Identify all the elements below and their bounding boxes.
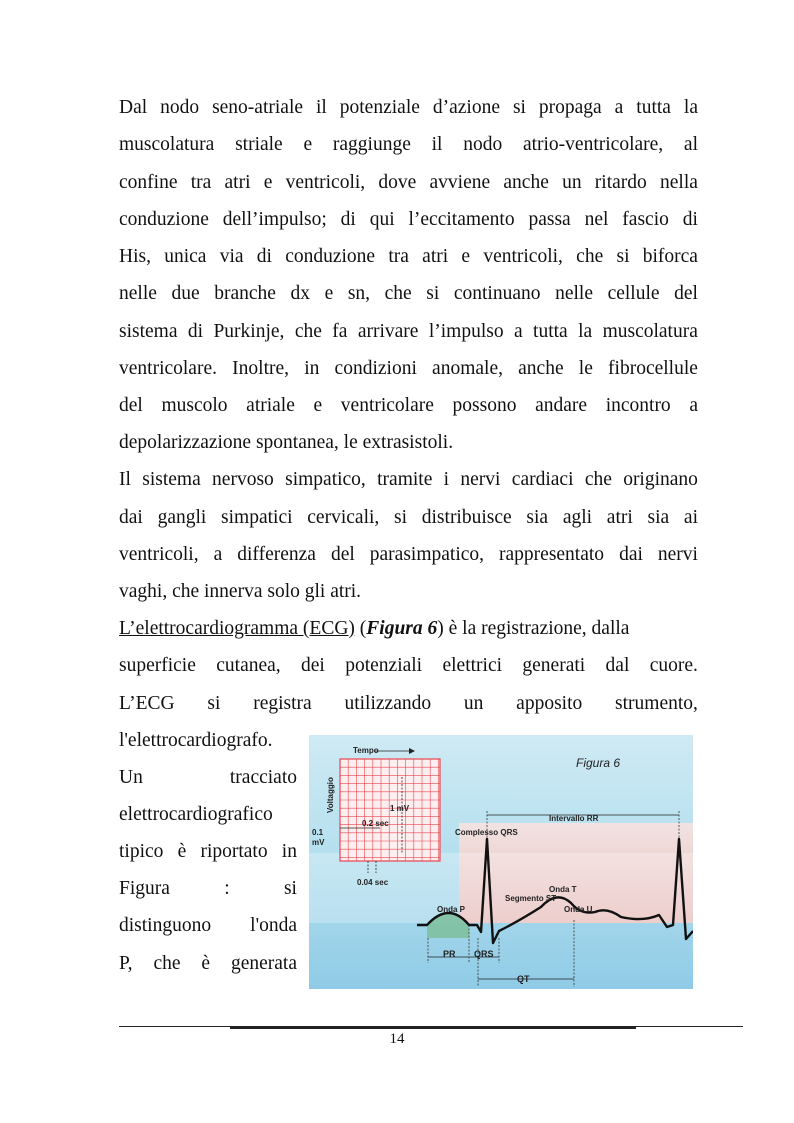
- text-line: [119, 766, 297, 790]
- word: del: [119, 395, 143, 416]
- ecg-diagram: [309, 735, 693, 989]
- word: anche: [518, 358, 564, 379]
- word: nelle: [119, 283, 157, 304]
- word: le: [578, 358, 593, 379]
- intervallo-rr-label: Intervallo RR: [549, 814, 599, 823]
- word: sia: [526, 507, 549, 528]
- text-line: [119, 914, 297, 938]
- word: anomale,: [432, 358, 503, 379]
- figure-caption: Figura 6: [576, 756, 621, 770]
- point-one-label: 0.1: [312, 828, 324, 837]
- word: a: [614, 97, 624, 118]
- word: Un: [119, 767, 143, 788]
- word: tra: [388, 246, 409, 267]
- text-line: l'elettrocardiografo.: [119, 730, 273, 751]
- text-line: [119, 617, 698, 641]
- word: conduzione: [285, 246, 376, 267]
- word: atri: [606, 507, 633, 528]
- word: muscolatura: [119, 134, 215, 155]
- word: continuano: [453, 283, 541, 304]
- text-line: [119, 96, 698, 120]
- word: dai: [619, 544, 643, 565]
- word: di: [340, 209, 356, 230]
- word: possono: [452, 395, 517, 416]
- word: condizioni: [334, 358, 417, 379]
- segmento-st-label: Segmento ST: [505, 894, 557, 903]
- text-line: [119, 208, 698, 232]
- word: arrivare: [357, 321, 419, 342]
- word: simpatici: [221, 507, 293, 528]
- word: a: [689, 395, 698, 416]
- text-line: [119, 692, 698, 716]
- text-line: [119, 543, 698, 567]
- word: dove: [378, 172, 417, 193]
- word: L’ECG: [119, 693, 175, 714]
- word: conduzione: [119, 209, 209, 230]
- word: atriale: [246, 395, 295, 416]
- word: tutta: [533, 321, 568, 342]
- word: dei: [301, 655, 325, 676]
- word: ventricolare.: [119, 358, 217, 379]
- word: fascio: [622, 209, 669, 230]
- figure-reference: Figura 6: [366, 618, 438, 639]
- word: andare: [535, 395, 588, 416]
- word: che: [384, 283, 412, 304]
- voltaggio-label: Voltaggio: [326, 777, 335, 813]
- word: cutanea,: [216, 655, 281, 676]
- word: ritardo: [594, 172, 647, 193]
- text-line: [119, 320, 698, 344]
- word: elettrocardiografico: [119, 804, 273, 825]
- word: ai: [683, 507, 698, 528]
- word: tipico: [119, 841, 164, 862]
- word: striale: [235, 134, 283, 155]
- text-line: [119, 952, 297, 976]
- word: riportato: [200, 841, 268, 862]
- qt-label: QT: [517, 974, 530, 984]
- word: elettrici: [442, 655, 503, 676]
- word: è: [201, 953, 211, 974]
- word: nervoso: [212, 469, 274, 490]
- word: e: [324, 283, 334, 304]
- word: unica: [164, 246, 207, 267]
- word: sistema: [142, 469, 201, 490]
- word: in: [304, 358, 320, 379]
- word: si: [512, 97, 526, 118]
- text-line: [119, 171, 698, 195]
- word: differenza: [237, 544, 316, 565]
- text-line: depolarizzazione spontanea, le extrasistoli.: [119, 432, 454, 453]
- word: sia: [647, 507, 670, 528]
- word: simpatico,: [285, 469, 366, 490]
- word: parasimpatico,: [369, 544, 485, 565]
- word: atri: [422, 246, 449, 267]
- text-line: vaghi, che innerva solo gli atri.: [119, 581, 362, 602]
- word: dai: [119, 507, 143, 528]
- word: e: [461, 246, 471, 267]
- text-line: [119, 654, 698, 678]
- word: nel: [584, 209, 609, 230]
- word: P,: [119, 953, 133, 974]
- word: di: [187, 321, 204, 342]
- word: e: [303, 134, 313, 155]
- onda-t-label: Onda T: [549, 885, 577, 894]
- word: si: [283, 878, 297, 899]
- word: ventricoli,: [285, 172, 366, 193]
- word: Figura: [119, 878, 170, 899]
- word: atrio-ventricolare,: [522, 134, 664, 155]
- word: l’impulso: [428, 321, 504, 342]
- one-mv-label: 1 mV: [390, 804, 410, 813]
- word: e: [313, 395, 323, 416]
- word: Purkinje,: [213, 321, 285, 342]
- word: muscolo: [161, 395, 228, 416]
- text-line: [119, 506, 698, 530]
- word: si: [394, 507, 408, 528]
- word: utilizzando: [344, 693, 432, 714]
- word: dal: [605, 655, 630, 676]
- text-line: [119, 245, 698, 269]
- word: strumento,: [615, 693, 698, 714]
- ecg-term: L’elettrocardiogramma (ECG): [119, 618, 355, 639]
- word: che: [294, 321, 322, 342]
- word: e: [263, 172, 273, 193]
- qrs-interval-label: QRS: [474, 949, 494, 959]
- word: ventricoli,: [483, 246, 563, 267]
- word: d’azione: [432, 97, 500, 118]
- word: del: [674, 283, 698, 304]
- word: tracciato: [229, 767, 297, 788]
- word: qui: [369, 209, 395, 230]
- point-two-sec-label: 0.2 sec: [362, 819, 389, 828]
- line-rest: ) è la registrazione, dalla: [437, 618, 630, 639]
- word: generata: [230, 953, 297, 974]
- word: ventricoli,: [119, 544, 199, 565]
- word: Il: [119, 469, 131, 490]
- word: avviene: [429, 172, 491, 193]
- light-band: [309, 853, 693, 923]
- text-line: [119, 282, 698, 306]
- word: tra: [190, 172, 212, 193]
- word: il: [431, 134, 443, 155]
- word: due: [171, 283, 200, 304]
- word: tutta: [636, 97, 671, 118]
- word: gangli: [157, 507, 207, 528]
- word: originano: [623, 469, 698, 490]
- complesso-qrs-label: Complesso QRS: [455, 828, 518, 837]
- footer-rule-accent: [230, 1027, 636, 1029]
- text-line: [119, 468, 698, 492]
- word: la: [578, 321, 593, 342]
- word: nodo: [160, 97, 200, 118]
- tempo-label: Tempo: [353, 746, 379, 755]
- word: l’eccitamento: [408, 209, 515, 230]
- word: di: [682, 209, 698, 230]
- word: si: [426, 283, 440, 304]
- word: di: [256, 246, 272, 267]
- word: passa: [528, 209, 571, 230]
- word: muscolatura: [602, 321, 698, 342]
- word: che: [584, 469, 612, 490]
- word: dell’impulso;: [222, 209, 327, 230]
- word: nella: [660, 172, 698, 193]
- word: distinguono: [119, 915, 212, 936]
- word: incontro: [605, 395, 671, 416]
- word: in: [281, 841, 297, 862]
- word: nodo: [463, 134, 503, 155]
- text-line: [119, 394, 698, 418]
- word: distribuisce: [421, 507, 512, 528]
- word: un: [562, 172, 582, 193]
- word: anche: [503, 172, 549, 193]
- point-zero-four-label: 0.04 sec: [357, 878, 389, 887]
- word: si: [616, 246, 630, 267]
- word: l'onda: [250, 915, 297, 936]
- word: His,: [119, 246, 151, 267]
- onda-u-label: Onda U: [564, 905, 593, 914]
- word: generati: [522, 655, 586, 676]
- word: biforca: [642, 246, 698, 267]
- word: rappresentato: [499, 544, 605, 565]
- word: che: [576, 246, 604, 267]
- word: dx: [290, 283, 311, 304]
- word: apposito: [516, 693, 583, 714]
- word: un: [463, 693, 484, 714]
- word: :: [224, 878, 230, 899]
- word: cuore.: [649, 655, 698, 676]
- word: del: [330, 544, 355, 565]
- word: via: [219, 246, 244, 267]
- ecg-figure: [309, 735, 693, 989]
- pr-label: PR: [443, 949, 456, 959]
- word: la: [683, 97, 698, 118]
- word: potenziali: [345, 655, 423, 676]
- word: i: [443, 469, 450, 490]
- word: tramite: [377, 469, 433, 490]
- word: si: [207, 693, 221, 714]
- word: fibrocellule: [608, 358, 698, 379]
- word: nervi: [460, 469, 501, 490]
- text-line: [119, 877, 297, 901]
- word: seno-atriale: [212, 97, 304, 118]
- word: nervi: [657, 544, 698, 565]
- word: raggiunge: [332, 134, 411, 155]
- word: agli: [562, 507, 593, 528]
- word: atri: [224, 172, 251, 193]
- word: superficie: [119, 655, 196, 676]
- word: ventricolare: [340, 395, 434, 416]
- word: branche: [214, 283, 276, 304]
- open-paren: (: [354, 618, 367, 639]
- word: Dal: [119, 97, 148, 118]
- text-line: [119, 133, 698, 157]
- word: propaga: [538, 97, 602, 118]
- mv-label: mV: [312, 838, 325, 847]
- text-line: [119, 803, 297, 827]
- word: cardiaci: [511, 469, 574, 490]
- word: Inoltre,: [232, 358, 290, 379]
- word: è: [177, 841, 187, 862]
- word: nelle: [555, 283, 593, 304]
- word: a: [213, 544, 223, 565]
- text-line: [119, 840, 297, 864]
- word: confine: [119, 172, 178, 193]
- word: il: [315, 97, 327, 118]
- word: cervicali,: [307, 507, 380, 528]
- word: al: [683, 134, 698, 155]
- text-line: [119, 357, 698, 381]
- word: sistema: [119, 321, 178, 342]
- onda-p-label: Onda P: [437, 905, 466, 914]
- word: a: [513, 321, 523, 342]
- word: registra: [253, 693, 312, 714]
- word: fa: [332, 321, 348, 342]
- word: sn,: [347, 283, 371, 304]
- word: che: [153, 953, 181, 974]
- page-number: 14: [389, 1031, 405, 1047]
- word: potenziale: [339, 97, 420, 118]
- word: cellule: [607, 283, 660, 304]
